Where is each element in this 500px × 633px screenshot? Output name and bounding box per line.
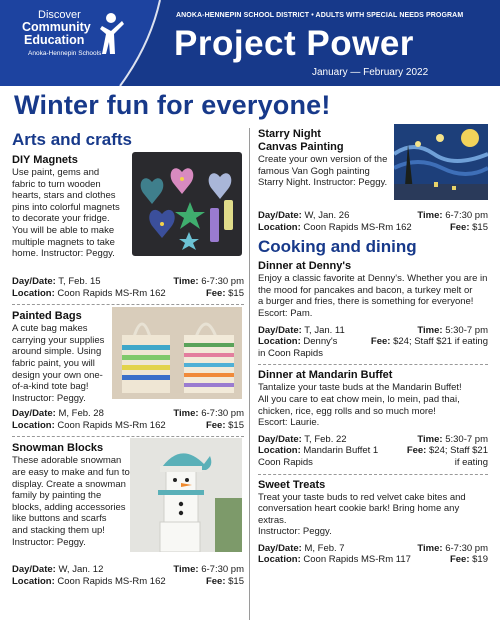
desc-line: the mood for pancakes and bacon, a turkey melt or (258, 284, 473, 296)
separator (258, 474, 488, 475)
daydate-label: Day/Date: (258, 433, 302, 445)
time-label: Time: (417, 324, 443, 336)
fee-value: $15 (228, 575, 244, 587)
daydate-time-row (12, 564, 244, 576)
fee-label: Fee: (205, 575, 226, 587)
mandarin-details (258, 434, 488, 469)
activity-title: DIY Magnets (12, 154, 78, 166)
desc-line: fabric to turn wooden (12, 178, 101, 190)
daydate-time-row (258, 325, 488, 337)
daydate-value: W, Jan. 12 (58, 564, 104, 576)
location-label: Location: (12, 287, 55, 299)
daydate-time-row (258, 434, 488, 446)
time-value: 5:30-7 pm (445, 324, 488, 336)
desc-line: Escort: Pam. (258, 307, 313, 319)
daydate-label: Day/Date: (12, 564, 56, 576)
time-value: 5:30-7 pm (445, 433, 488, 445)
desc-line: Escort: Laurie. (258, 417, 320, 429)
location-label: Location: (258, 445, 301, 457)
time-value: 6-7:30 pm (445, 542, 488, 554)
desc-line: are easy to make and fun to (12, 466, 130, 478)
activity-description (258, 492, 488, 538)
desc-line: display. Create a snowman (12, 478, 126, 490)
fee-label: Fee: (449, 221, 470, 233)
location-fee-row (258, 445, 488, 457)
time-label: Time: (417, 210, 443, 221)
activity-title: Snowman Blocks (12, 442, 104, 455)
daydate-time-row (258, 210, 488, 222)
magnets-details (12, 276, 244, 299)
time-label: Time: (173, 408, 199, 420)
desc-line: blocks, adding accessories (12, 501, 126, 513)
logo-line-2: Community (22, 20, 91, 34)
desc-line: hearts, stars and clothes (12, 190, 116, 202)
person-figure-icon (98, 12, 126, 56)
headline: Winter fun for everyone! (14, 90, 331, 120)
location-label: Location: (258, 336, 301, 348)
fee-label: Fee: (449, 554, 470, 566)
daydate-time-row (12, 276, 244, 288)
header-banner (0, 0, 500, 86)
location-fee-row (12, 576, 244, 588)
activity-description (12, 167, 140, 260)
separator (12, 436, 244, 437)
desc-line: and stacking them up! (12, 524, 105, 536)
section-heading-cooking: Cooking and dining (258, 237, 417, 257)
column-divider (249, 128, 250, 620)
location-value: Coon Rapids MS-Rm 162 (303, 221, 412, 233)
daydate-value: M, Feb. 7 (304, 542, 345, 554)
activity-description (258, 382, 488, 428)
desc-line: conversation heart cookie bark! Bring home any extras. (258, 503, 460, 526)
fee-label: Fee: (370, 336, 391, 348)
fee-value: $15 (472, 221, 488, 233)
separator (258, 364, 488, 365)
fee-label: Fee: (205, 419, 226, 431)
page-title: Project Power (174, 24, 414, 63)
bags-details (12, 408, 244, 431)
location-value: Denny's (303, 336, 338, 348)
logo-line-1: Discover (38, 9, 81, 21)
time-value: 6-7:30 pm (445, 210, 488, 221)
desc-line: like buttons and scarfs (12, 513, 107, 525)
desc-line: home. Instructor: Peggy. (12, 248, 115, 260)
activity-title: Sweet Treats (258, 478, 326, 491)
location-value: Coon Rapids MS-Rm 162 (57, 419, 166, 431)
daydate-time-row (12, 408, 244, 420)
snowman-blocks-photo (130, 438, 242, 552)
activity-diy-magnets (12, 154, 244, 274)
location-value-line-2: in Coon Rapids (258, 347, 323, 359)
daydate-label: Day/Date: (258, 542, 302, 554)
desc-line: to decorate your fridge. (12, 213, 110, 225)
desc-line: of-a-kind tote bag! (12, 381, 89, 393)
painted-bags-photo (112, 307, 242, 399)
activity-starry-night (258, 128, 488, 200)
starry-details (258, 210, 488, 233)
time-label: Time: (173, 276, 199, 287)
fee-value: $19 (472, 554, 488, 566)
fee-value: $15 (228, 287, 244, 299)
desc-line: pins into colorful magnets (12, 201, 120, 213)
daydate-value: T, Feb. 22 (304, 433, 347, 445)
activity-sweet-treats (258, 479, 488, 567)
activity-title-line-2: Canvas Painting (258, 141, 344, 153)
location-label: Location: (12, 575, 55, 587)
starry-night-photo (394, 124, 488, 200)
desc-line: famous Van Gogh painting (258, 165, 370, 177)
desc-line: Enjoy a classic favorite at Denny's. Whether you are in (258, 273, 488, 285)
section-heading-arts: Arts and crafts (12, 130, 132, 149)
daydate-value: T, Jan. 11 (304, 324, 345, 336)
activity-title: Painted Bags (12, 310, 82, 323)
desc-line: You will be able to make (12, 224, 115, 236)
fee-label: Fee: (205, 287, 226, 299)
location-fee-row (258, 222, 488, 234)
desc-line: Tantalize your taste buds at the Mandarin Buffet! (258, 382, 462, 394)
right-column (258, 128, 488, 566)
desc-line: Create your own version of the (258, 154, 388, 165)
district-line: ANOKA-HENNEPIN SCHOOL DISTRICT • ADULTS WITH SPECIAL NEEDS PROGRAM (176, 12, 464, 19)
activity-description (258, 273, 488, 319)
location-fee-row (258, 336, 488, 348)
daydate-label: Day/Date: (12, 276, 56, 287)
location-value-line-2: Coon Rapids (258, 456, 313, 468)
fee-value-line-2: if eating (454, 456, 488, 468)
activity-description (12, 323, 122, 404)
desc-line: Use paint, gems and (12, 167, 100, 178)
activity-title: Dinner at Mandarin Buffet (258, 369, 393, 382)
dennys-details (258, 325, 488, 360)
activity-title-line-1: Starry Night (258, 128, 321, 140)
daydate-value: M, Feb. 28 (58, 408, 104, 420)
location-label: Location: (12, 419, 55, 431)
location-fee-row-2 (258, 457, 488, 469)
desc-line: carrying your supplies (12, 334, 105, 346)
desc-line: a burger and fries, there is something for everyone! (258, 296, 474, 308)
fee-value: $24; Staff $21 (429, 445, 488, 457)
location-value: Coon Rapids MS-Rm 162 (57, 287, 166, 299)
activity-description (12, 455, 130, 548)
sweet-treats-details (258, 543, 488, 566)
desc-line: Instructor: Peggy. (258, 526, 332, 538)
desc-line: Instructor: Peggy. (12, 392, 86, 404)
desc-line: All you care to eat chow mein, lo mein, pad thai, (258, 393, 460, 405)
desc-line: around simple. Using (12, 346, 102, 358)
time-label: Time: (417, 433, 443, 445)
location-fee-row (12, 288, 244, 300)
activity-title: Dinner at Denny's (258, 260, 352, 273)
arts-column (12, 130, 244, 588)
time-value: 6-7:30 pm (201, 564, 244, 576)
location-value: Coon Rapids MS-Rm 162 (57, 575, 166, 587)
daydate-value: W, Jan. 26 (304, 210, 350, 221)
location-label: Location: (258, 221, 301, 233)
activity-painted-bags (12, 310, 244, 402)
desc-line: multiple magnets to take (12, 236, 115, 248)
location-value: Mandarin Buffet 1 (303, 445, 379, 457)
time-label: Time: (417, 542, 443, 554)
desc-line: design your own one- (12, 369, 103, 381)
activity-snowman-blocks (12, 442, 244, 560)
daydate-label: Day/Date: (12, 408, 56, 420)
desc-line: These adorable snowman (12, 455, 122, 467)
time-value: 6-7:30 pm (201, 276, 244, 287)
logo-line-4: Anoka-Hennepin Schools (28, 50, 102, 57)
logo-line-3: Education (24, 33, 85, 47)
fee-label: Fee: (406, 445, 427, 457)
activity-dennys (258, 260, 488, 359)
snowman-details (12, 564, 244, 587)
fee-value: $15 (228, 419, 244, 431)
daydate-time-row (258, 543, 488, 555)
location-value: Coon Rapids MS-Rm 117 (303, 554, 411, 566)
fee-value: $24; Staff $21 if eating (393, 336, 488, 348)
location-fee-row (258, 554, 488, 566)
desc-line: chicken, rice, egg rolls and so much more! (258, 405, 436, 417)
desc-line: Treat your taste buds to red velvet cake bites and (258, 491, 466, 503)
desc-line: Starry Night. Instructor: Peggy. (258, 177, 388, 189)
location-label: Location: (258, 554, 301, 566)
magnets-photo (132, 152, 242, 256)
daydate-value: T, Feb. 15 (58, 276, 101, 287)
time-label: Time: (173, 564, 199, 576)
daydate-label: Day/Date: (258, 210, 302, 221)
separator (12, 304, 244, 305)
desc-line: family by painting the (12, 490, 102, 502)
desc-line: fabric paint, you will (12, 357, 95, 369)
activity-description (258, 154, 398, 189)
desc-line: A cute bag makes (12, 323, 88, 335)
date-range: January — February 2022 (312, 67, 429, 78)
time-value: 6-7:30 pm (201, 408, 244, 420)
location-fee-row (12, 420, 244, 432)
activity-mandarin-buffet (258, 369, 488, 468)
desc-line: Instructor: Peggy. (12, 536, 86, 548)
daydate-label: Day/Date: (258, 324, 302, 336)
